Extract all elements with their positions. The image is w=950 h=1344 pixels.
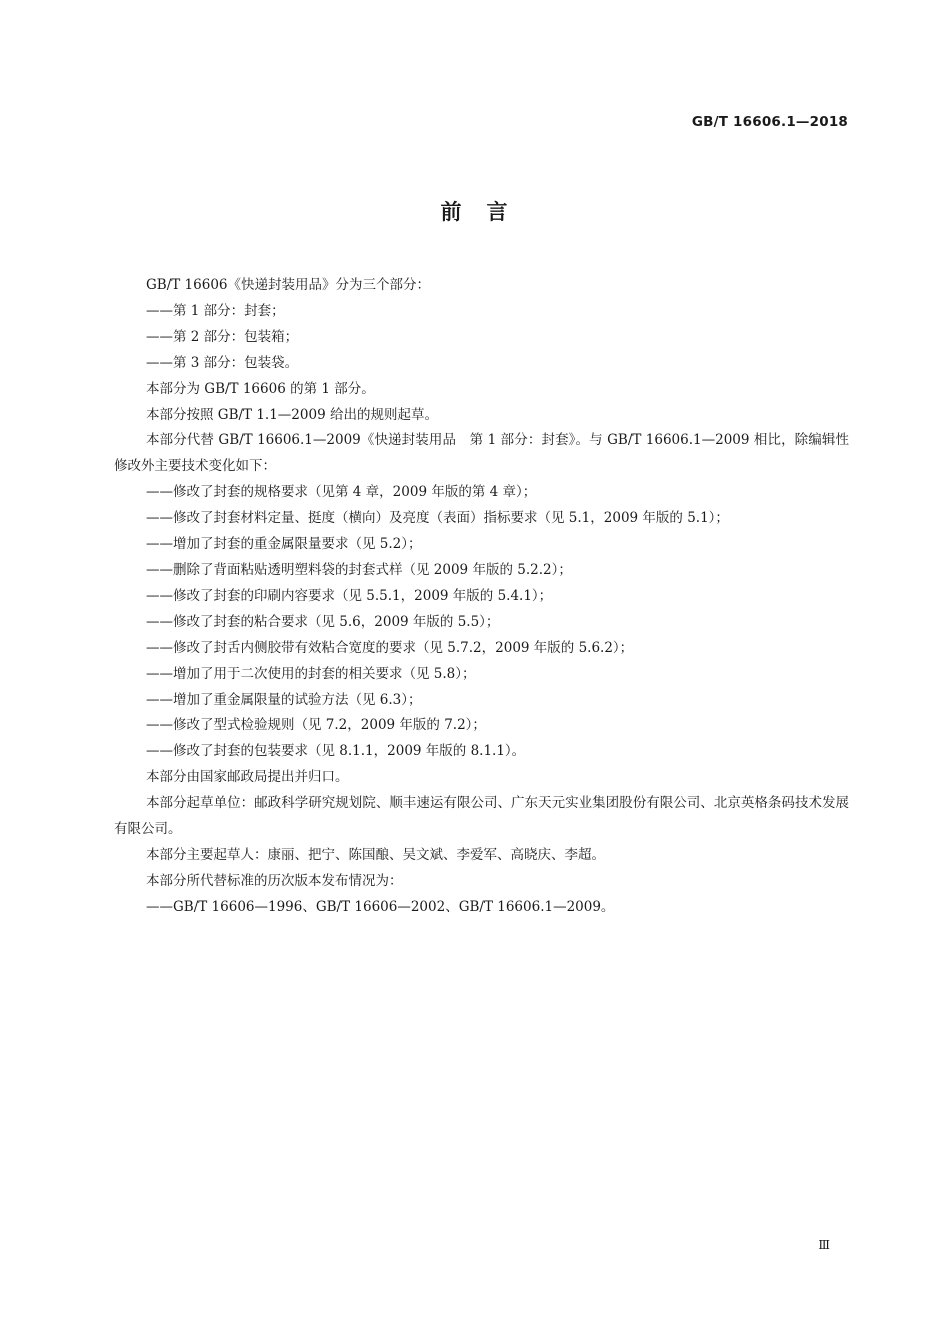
list-item: ——修改了封套的粘合要求（见 5.6，2009 年版的 5.5）；: [146, 613, 500, 630]
page-number: Ⅲ: [818, 1238, 830, 1252]
list-item: ——删除了背面粘贴透明塑料袋的封套式样（见 2009 年版的 5.2.2）；: [146, 561, 572, 578]
standard-number: GB/T 16606.1—2018: [691, 114, 848, 130]
paragraph: 本部分按照 GB/T 1.1—2009 给出的规则起草。: [146, 406, 438, 423]
list-item: ——修改了封舌内侧胶带有效粘合宽度的要求（见 5.7.2，2009 年版的 5.6.2）；: [146, 639, 634, 656]
page-title: 前 言: [440, 200, 510, 224]
list-item: ——修改了封套材料定量、挺度（横向）及亮度（表面）指标要求（见 5.1，2009 年版的 5.1）；: [146, 510, 729, 527]
paragraph: 本部分主要起草人：康丽、把宁、陈国酿、吴文斌、李爱军、高晓庆、李超。: [146, 846, 605, 863]
list-item: ——增加了用于二次使用的封套的相关要求（见 5.8）；: [146, 665, 476, 682]
list-item: ——修改了封套的包装要求（见 8.1.1，2009 年版的 8.1.1）。: [146, 743, 526, 760]
list-item: ——增加了封套的重金属限量要求（见 5.2）；: [146, 536, 422, 553]
list-item: ——第 2 部分：包装箱；: [146, 328, 299, 345]
list-item: ——修改了封套的印刷内容要求（见 5.5.1，2009 年版的 5.4.1）；: [146, 587, 553, 604]
list-item: ——修改了型式检验规则（见 7.2，2009 年版的 7.2）；: [146, 717, 486, 734]
paragraph: 本部分由国家邮政局提出并归口。: [146, 769, 349, 786]
list-item: ——第 3 部分：包装袋。: [146, 354, 299, 371]
list-item: ——修改了封套的规格要求（见第 4 章，2009 年版的第 4 章）；: [146, 484, 537, 501]
paragraph: 本部分为 GB/T 16606 的第 1 部分。: [146, 380, 375, 397]
list-item: ——增加了重金属限量的试验方法（见 6.3）；: [146, 691, 422, 708]
paragraph: GB/T 16606《快递封装用品》分为三个部分：: [146, 277, 430, 293]
paragraph: 本部分起草单位：邮政科学研究规划院、顺丰速运有限公司、广东天元实业集团股份有限公司、北京英格条码技术发展有限公司。: [114, 795, 849, 838]
list-item: ——第 1 部分：封套；: [146, 302, 285, 319]
paragraph: 本部分代替 GB/T 16606.1—2009《快递封装用品 第 1 部分：封套》。与 GB/T 16606.1—2009 相比，除编辑性修改外主要技术变化如下：: [114, 432, 849, 475]
body-text: [114, 273, 849, 921]
paragraph: 本部分所代替标准的历次版本发布情况为：: [146, 872, 403, 889]
list-item: ——GB/T 16606—1996、GB/T 16606—2002、GB/T 16606.1—2009。: [146, 898, 615, 915]
